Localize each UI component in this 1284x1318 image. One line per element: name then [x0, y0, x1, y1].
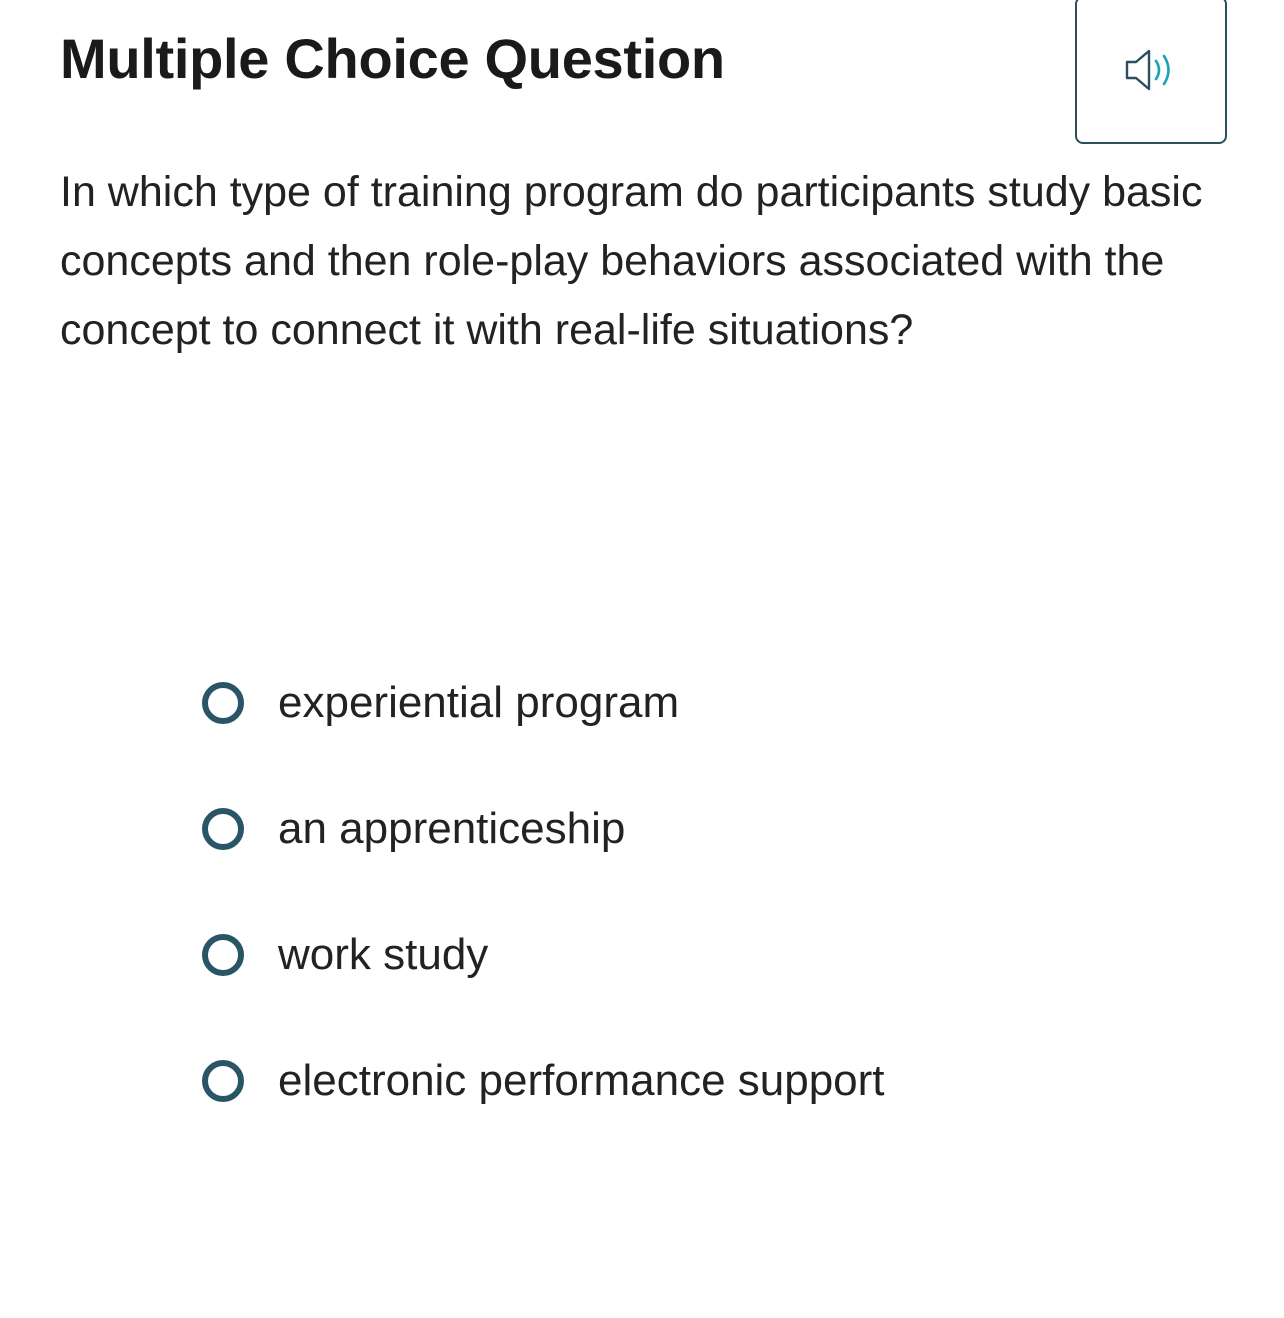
option-label: electronic performance support — [278, 1056, 885, 1105]
radio-button[interactable] — [202, 682, 244, 724]
answer-option[interactable] — [202, 672, 1222, 734]
radio-button[interactable] — [202, 934, 244, 976]
option-label: work study — [278, 930, 489, 979]
question-text: In which type of training program do participants study basic concepts and then role-play behaviors associated with the concept to connect it with real-life situations? — [60, 168, 1203, 354]
read-aloud-button[interactable] — [1075, 0, 1227, 144]
answer-option[interactable] — [202, 1050, 1222, 1112]
option-label: an apprenticeship — [278, 804, 626, 853]
answer-option[interactable] — [202, 924, 1222, 986]
answer-options — [202, 672, 1222, 1176]
option-label: experiential program — [278, 678, 680, 727]
speaker-icon — [1123, 46, 1179, 94]
page-title: Multiple Choice Question — [60, 27, 725, 90]
answer-option[interactable] — [202, 798, 1222, 860]
radio-button[interactable] — [202, 808, 244, 850]
radio-button[interactable] — [202, 1060, 244, 1102]
